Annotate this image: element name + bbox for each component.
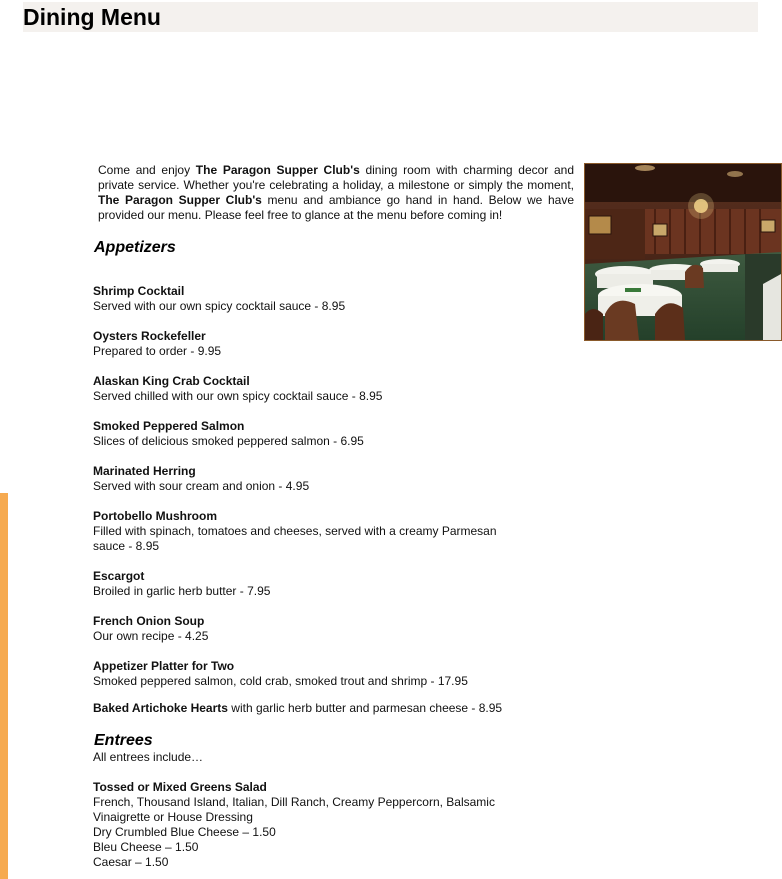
- salad-dressings: French, Thousand Island, Italian, Dill Ranch, Creamy Peppercorn, Balsamic: [93, 795, 495, 809]
- header-bar: [23, 2, 758, 32]
- menu-item-name: Escargot: [93, 569, 145, 583]
- menu-item-name: Shrimp Cocktail: [93, 284, 185, 298]
- menu-item: [93, 614, 533, 644]
- intro-text-1: Come and enjoy: [98, 163, 196, 177]
- menu-item-desc: Slices of delicious smoked peppered salmon - 6.95: [93, 434, 364, 448]
- venue-name: The Paragon Supper Club's: [98, 193, 262, 207]
- menu-item-name: Tossed or Mixed Greens Salad: [93, 780, 267, 794]
- venue-name: The Paragon Supper Club's: [195, 163, 360, 177]
- page-title: Dining Menu: [23, 4, 161, 30]
- menu-item: [93, 374, 533, 404]
- dining-room-photo: [584, 163, 782, 341]
- menu-item-name: Appetizer Platter for Two: [93, 659, 235, 673]
- menu-item: [93, 284, 533, 314]
- menu-item: [93, 780, 533, 870]
- entrees-note: All entrees include…: [93, 750, 204, 764]
- menu-item-name: Marinated Herring: [93, 464, 196, 478]
- menu-item: [93, 509, 518, 554]
- dining-room-illustration: [585, 164, 781, 340]
- menu-item: [93, 659, 533, 689]
- menu-item: [93, 419, 533, 449]
- entrees-heading: Entrees: [94, 732, 153, 749]
- menu-item-desc: Served with sour cream and onion - 4.95: [93, 479, 310, 493]
- salad-extra: Dry Crumbled Blue Cheese – 1.50: [93, 825, 276, 839]
- menu-item: [93, 464, 533, 494]
- menu-item: [93, 329, 533, 359]
- menu-item-name: French Onion Soup: [93, 614, 205, 628]
- menu-item-desc: Our own recipe - 4.25: [93, 629, 209, 643]
- appetizers-heading: Appetizers: [94, 239, 176, 256]
- accent-strip: [0, 493, 8, 879]
- intro-text-2: dining room with charming decor and private service. Whether you're celebrating a holiday, a milestone or simply the moment,: [98, 163, 574, 192]
- menu-item-name: Portobello Mushroom: [93, 509, 217, 523]
- menu-item-desc: Prepared to order - 9.95: [93, 344, 222, 358]
- menu-item-desc: Served with our own spicy cocktail sauce - 8.95: [93, 299, 346, 313]
- menu-item-name: Alaskan King Crab Cocktail: [93, 374, 250, 388]
- intro-text-3: menu and ambiance go hand in hand. Below we have provided our menu. Please feel free to glance at the menu before coming in!: [98, 193, 574, 222]
- menu-item-inline: [93, 701, 533, 716]
- menu-item-desc: Broiled in garlic herb butter - 7.95: [93, 584, 271, 598]
- salad-extra: Caesar – 1.50: [93, 855, 169, 869]
- intro-paragraph: [98, 163, 574, 223]
- menu-item: [93, 569, 533, 599]
- menu-item-name: Baked Artichoke Hearts: [93, 701, 228, 715]
- menu-item-desc: with garlic herb butter and parmesan cheese - 8.95: [227, 701, 503, 715]
- menu-item-desc: Smoked peppered salmon, cold crab, smoked trout and shrimp - 17.95: [93, 674, 468, 688]
- menu-item-name: Smoked Peppered Salmon: [93, 419, 245, 433]
- salad-dressings: Vinaigrette or House Dressing: [93, 810, 253, 824]
- salad-extra: Bleu Cheese – 1.50: [93, 840, 199, 854]
- menu-item-name: Oysters Rockefeller: [93, 329, 206, 343]
- menu-item-desc: Filled with spinach, tomatoes and cheeses, served with a creamy Parmesan sauce - 8.95: [93, 524, 497, 553]
- menu-item-desc: Served chilled with our own spicy cocktail sauce - 8.95: [93, 389, 383, 403]
